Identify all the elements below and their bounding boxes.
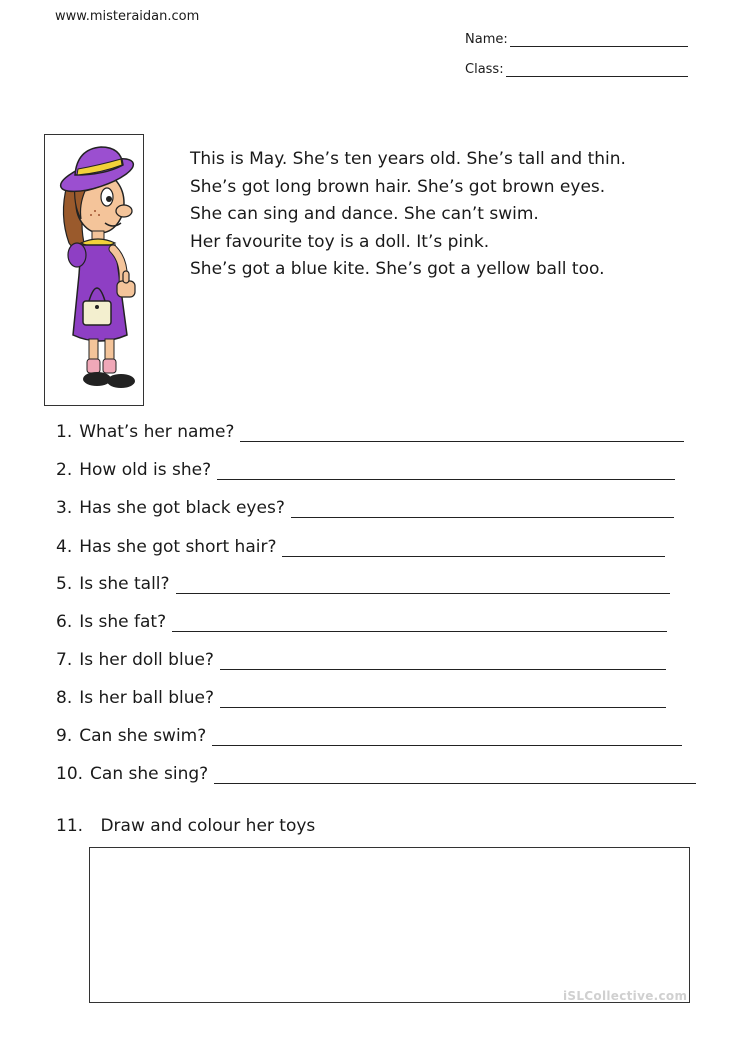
answer-line[interactable] [220,691,666,708]
question-4 [56,535,665,557]
answer-line[interactable] [240,425,684,442]
question-number: 9. [56,726,73,746]
name-answer-line[interactable] [510,32,688,47]
answer-line[interactable] [176,577,670,594]
answer-line[interactable] [212,729,682,746]
answer-line[interactable] [217,463,675,480]
question-text: What’s her name? [79,422,235,442]
class-field[interactable] [465,62,688,77]
question-text: Is her ball blue? [79,688,214,708]
question-number: 11. [56,816,84,836]
question-1 [56,420,684,442]
answer-line[interactable] [172,615,667,632]
question-text: Is her doll blue? [79,650,214,670]
name-field[interactable] [465,32,688,47]
question-text: Has she got black eyes? [79,498,285,518]
question-text: How old is she? [79,460,212,480]
question-9 [56,724,682,746]
answer-line[interactable] [282,540,665,557]
question-2 [56,458,675,480]
question-text: Can she swim? [79,726,207,746]
question-8 [56,686,666,708]
answer-line[interactable] [291,501,674,518]
question-number: 2. [56,460,73,480]
story-line: She’s got a blue kite. She’s got a yellow ball too. [190,259,605,280]
question-number: 10. [56,764,84,784]
story-line: This is May. She’s ten years old. She’s tall and thin. [190,149,626,169]
question-6 [56,610,667,632]
story-line: She can sing and dance. She can’t swim. [190,204,539,225]
answer-line[interactable] [220,653,666,670]
question-7 [56,648,666,670]
girl-cartoon-icon [45,135,143,405]
story-line: She’s got long brown hair. She’s got brown eyes. [190,176,606,197]
question-text: Is she tall? [79,574,170,594]
class-label: Class: [465,62,504,77]
watermark: iSLCollective.com [563,989,688,1003]
question-number: 7. [56,650,73,670]
question-number: 6. [56,612,73,632]
question-text: Is she fat? [79,612,167,632]
name-label: Name: [465,32,508,47]
drawing-area[interactable] [89,847,690,1003]
question-number: 8. [56,688,73,708]
question-number: 1. [56,422,73,442]
question-number: 4. [56,537,73,557]
draw-task-title [56,816,315,836]
story-paragraph [190,146,626,284]
answer-line[interactable] [214,767,696,784]
question-text: Can she sing? [90,764,209,784]
question-5 [56,572,670,594]
website-url: www.misteraidan.com [55,9,200,24]
question-3 [56,496,674,518]
question-10 [56,762,696,784]
question-text: Has she got short hair? [79,537,277,557]
illustration-frame [44,134,144,406]
question-number: 5. [56,574,73,594]
story-line: Her favourite toy is a doll. It’s pink. [190,231,490,252]
question-text: Draw and colour her toys [100,816,316,836]
class-answer-line[interactable] [506,62,688,77]
question-number: 3. [56,498,73,518]
